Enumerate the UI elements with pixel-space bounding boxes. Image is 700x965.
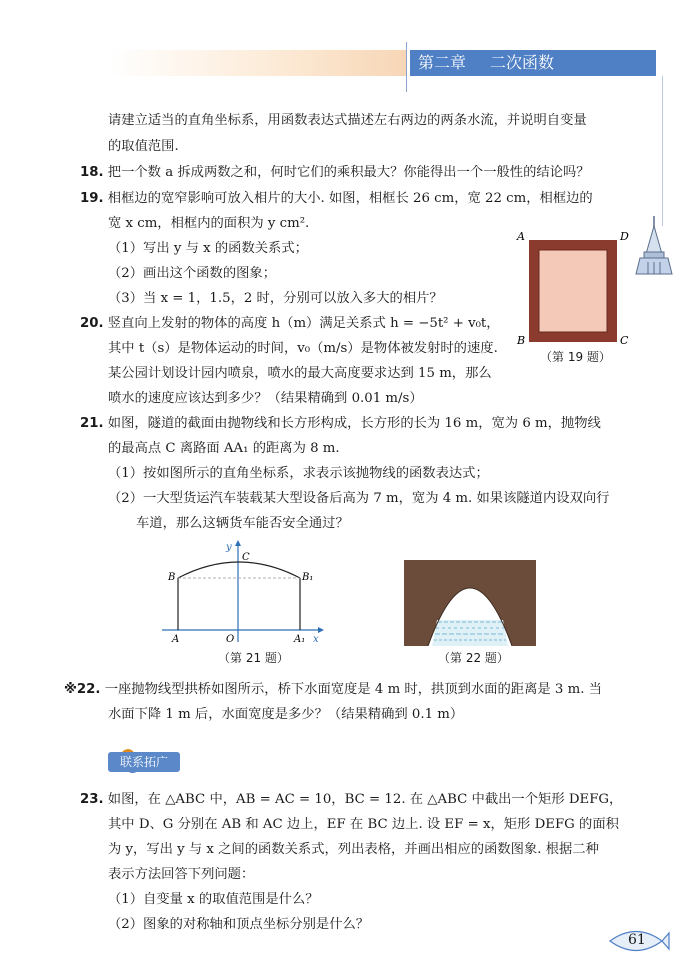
- line-text: 宽 x cm，相框内的面积为 y cm².: [108, 216, 310, 231]
- line-text: 如图，在 △ABC 中，AB = AC = 10，BC = 12. 在 △ABC 中截出一个矩形 DEFG，: [107, 792, 623, 807]
- exercise-number: 21.: [80, 416, 104, 431]
- tower-icon: [634, 214, 674, 278]
- exercise-number: 19.: [80, 191, 104, 206]
- line-text: 某公园计划设计园内喷泉，喷水的最大高度要求达到 15 m，那么: [108, 366, 492, 381]
- exercise-number: 23.: [80, 792, 104, 807]
- fig19-label-d: D: [620, 230, 629, 243]
- exercise-number: 18.: [80, 165, 104, 180]
- text-line: [64, 681, 602, 699]
- line-text: （1）按如图所示的直角坐标系，求表示该抛物线的函数表达式；: [108, 466, 489, 481]
- line-text: 车道，那么这辆货车能否安全通过？: [136, 516, 349, 531]
- fig21-label-o: O: [226, 634, 235, 645]
- fig19-label-c: C: [620, 334, 629, 347]
- exercise-number: 20.: [80, 316, 104, 331]
- line-text: 其中 t（s）是物体运动的时间，v₀（m/s）是物体被发射时的速度.: [108, 341, 498, 356]
- line-text: 为 y，写出 y 与 x 之间的函数关系式，列出表格，并画出相应的函数图象. 根据二种: [108, 842, 599, 857]
- header-divider: [406, 42, 407, 92]
- page-number: 61: [628, 932, 646, 948]
- fig21-label-a1: A₁: [294, 634, 306, 645]
- figure-22-arch-bridge: [404, 560, 536, 646]
- line-text: 一座抛物线型拱桥如图所示，桥下水面宽度是 4 m 时，拱顶到水面的距离是 3 m. 当: [104, 682, 602, 697]
- line-text: （1）自变量 x 的取值范围是什么？: [108, 892, 319, 907]
- text-line: [80, 164, 590, 182]
- line-text: 其中 D、G 分别在 AB 和 AC 边上，EF 在 BC 边上. 设 EF = x，矩形 DEFG 的面积: [108, 817, 619, 832]
- line-text: 竖直向上发射的物体的高度 h（m）满足关系式 h = −5t² + v₀t，: [107, 316, 500, 331]
- text-line: [80, 190, 593, 208]
- margin-rule: [662, 76, 663, 226]
- line-text: 的最高点 C 离路面 AA₁ 的距离为 8 m.: [108, 441, 340, 456]
- line-text: 相框边的宽窄影响可放入相片的大小. 如图，相框长 26 cm，宽 22 cm，相框边的: [107, 191, 593, 206]
- text-line: [80, 415, 601, 433]
- text-line: [108, 290, 443, 308]
- fig19-label-a: A: [517, 230, 525, 243]
- text-line: [136, 515, 349, 533]
- fig21-label-x: x: [313, 634, 319, 645]
- line-text: 把一个数 a 拆成两数之和，何时它们的乘积最大？你能得出一个一般性的结论吗？: [107, 165, 590, 180]
- text-line: [108, 465, 489, 483]
- line-text: 如图，隧道的截面由抛物线和长方形构成，长方形的长为 16 m，宽为 6 m，抛物线: [107, 416, 601, 431]
- text-line: [108, 866, 254, 884]
- text-line: [108, 240, 308, 258]
- text-line: [80, 315, 500, 333]
- section-badge-label: 联系拓广: [108, 752, 180, 772]
- text-line: [108, 390, 423, 408]
- fig21-label-c: C: [242, 552, 250, 563]
- line-text: （2）图象的对称轴和顶点坐标分别是什么？: [108, 917, 370, 932]
- figure-22-caption: （第 22 题）: [438, 651, 509, 665]
- text-line: [108, 340, 498, 358]
- fig21-label-y: y: [226, 542, 232, 553]
- text-line: [108, 490, 609, 508]
- figure-21-tunnel: [160, 538, 330, 646]
- text-line: [108, 841, 599, 859]
- text-line: [108, 706, 463, 724]
- header-gradient: [110, 50, 406, 76]
- text-line: [108, 265, 276, 283]
- exercise-number: ※22.: [64, 682, 101, 697]
- figure-19-caption: （第 19 题）: [540, 350, 611, 364]
- fig21-label-b: B: [168, 572, 176, 583]
- line-text: 请建立适当的直角坐标系，用函数表达式描述左右两边的两条水流，并说明自变量: [108, 113, 587, 128]
- fig19-label-b: B: [517, 334, 526, 347]
- text-line: [108, 215, 309, 233]
- text-line: [108, 365, 492, 383]
- chapter-header: [410, 50, 656, 76]
- line-text: 表示方法回答下列问题：: [108, 867, 255, 882]
- text-line: [108, 816, 619, 834]
- text-line: [108, 440, 340, 458]
- text-line: [108, 112, 587, 130]
- figure-21-caption: （第 21 题）: [218, 651, 289, 665]
- text-line: [108, 138, 179, 156]
- line-text: （3）当 x = 1，1.5，2 时，分别可以放入多大的相片？: [108, 291, 443, 306]
- line-text: 的取值范围.: [108, 139, 179, 154]
- fig21-label-a: A: [172, 634, 180, 645]
- text-line: [80, 791, 622, 809]
- chapter-number: 第二章: [418, 53, 467, 72]
- text-line: [108, 916, 369, 934]
- line-text: 水面下降 1 m 后，水面宽度是多少？（结果精确到 0.1 m）: [108, 707, 464, 722]
- line-text: （2）画出这个函数的图象；: [108, 266, 277, 281]
- chapter-title: 二次函数: [490, 53, 555, 72]
- line-text: （1）写出 y 与 x 的函数关系式；: [108, 241, 308, 256]
- text-line: [108, 891, 319, 909]
- fig21-label-b1: B₁: [302, 572, 314, 583]
- line-text: 喷水的速度应该达到多少？（结果精确到 0.01 m/s）: [108, 391, 423, 406]
- line-text: （2）一大型货运汽车装载某大型设备后高为 7 m，宽为 4 m. 如果该隧道内设双向行: [108, 491, 610, 506]
